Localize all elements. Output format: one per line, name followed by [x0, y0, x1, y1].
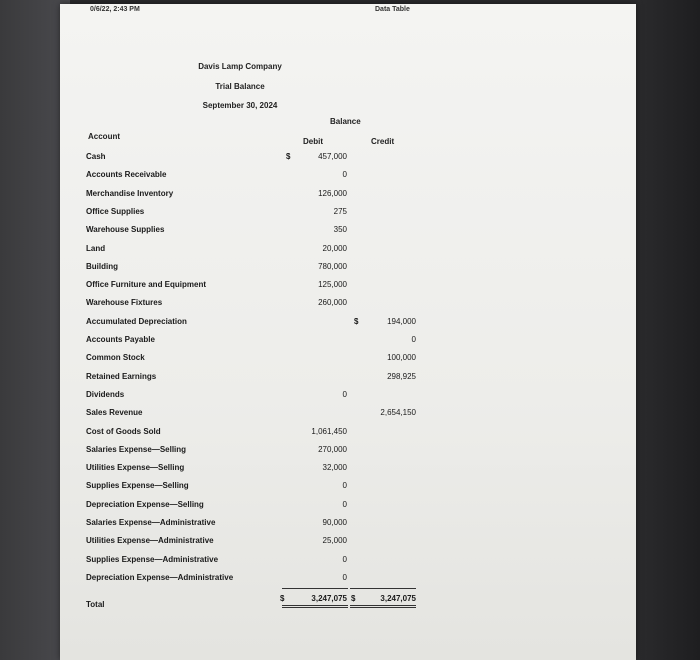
debit-value: 32,000: [322, 463, 347, 473]
account-name: Warehouse Supplies: [86, 225, 165, 235]
debit-value: 260,000: [318, 298, 347, 308]
table-row: [60, 298, 636, 316]
credit-dollar-sign: $: [354, 316, 359, 326]
account-name: Utilities Expense—Selling: [86, 463, 185, 473]
debit-double-underline-2: [282, 607, 348, 608]
credit-value: 100,000: [387, 353, 416, 363]
debit-value: 0: [342, 499, 347, 509]
account-name: Sales Revenue: [86, 408, 143, 418]
credit-underline: [350, 588, 416, 589]
table-row: [60, 353, 636, 371]
debit-value: 0: [342, 554, 347, 564]
debit-value: 0: [342, 481, 347, 491]
account-name: Warehouse Fixtures: [86, 298, 163, 308]
account-name: Cash: [86, 152, 106, 161]
table-row: [60, 427, 636, 445]
total-credit-dollar: $: [351, 594, 356, 603]
table-row: [60, 189, 636, 207]
credit-header: Credit: [371, 137, 395, 146]
account-name: Supplies Expense—Administrative: [86, 554, 219, 564]
credit-value: 2,654,150: [380, 408, 416, 418]
account-name: Building: [86, 261, 118, 271]
document-page: [60, 4, 636, 660]
report-date: September 30, 2024: [202, 101, 278, 110]
total-debit-dollar: $: [280, 594, 285, 603]
account-name: Retained Earnings: [86, 371, 157, 381]
debit-value: 780,000: [318, 261, 347, 271]
debit-value: 20,000: [322, 243, 347, 253]
table-row: [60, 555, 636, 573]
table-row: [60, 573, 636, 591]
table-row: [60, 372, 636, 390]
table-row: [60, 335, 636, 353]
credit-double-underline-1: [350, 605, 416, 606]
account-name: Office Supplies: [86, 206, 145, 216]
debit-value: 0: [342, 572, 347, 582]
debit-value: 275: [333, 206, 347, 216]
account-name: Dividends: [86, 389, 125, 399]
balance-header: Balance: [330, 117, 361, 126]
account-name: Depreciation Expense—Selling: [86, 499, 204, 509]
print-datetime: 0/6/22, 2:43 PM: [90, 6, 140, 13]
report-name: Trial Balance: [215, 82, 265, 91]
total-debit: 3,247,075: [311, 594, 347, 603]
table-row: [60, 445, 636, 463]
debit-value: 90,000: [322, 518, 347, 527]
credit-double-underline-2: [350, 607, 416, 608]
debit-header: Debit: [303, 137, 323, 146]
table-row: [60, 207, 636, 225]
account-header: Account: [88, 132, 120, 141]
table-row: [60, 262, 636, 280]
debit-value: 125,000: [318, 280, 347, 290]
table-row: [60, 280, 636, 298]
table-row: [60, 518, 636, 536]
total-credit: 3,247,075: [380, 594, 416, 603]
table-row: [60, 463, 636, 481]
table-row: [60, 390, 636, 408]
debit-underline: [282, 588, 348, 589]
account-name: Salaries Expense—Administrative: [86, 518, 216, 527]
account-name: Salaries Expense—Selling: [86, 444, 187, 454]
table-row: [60, 317, 636, 335]
debit-value: 1,061,450: [311, 426, 347, 436]
debit-double-underline-1: [282, 605, 348, 606]
account-name: Common Stock: [86, 353, 145, 363]
account-name: Depreciation Expense—Administrative: [86, 572, 234, 582]
credit-value: 194,000: [387, 316, 416, 326]
account-name: Accounts Payable: [86, 335, 155, 344]
account-name: Cost of Goods Sold: [86, 426, 161, 436]
table-row: [60, 500, 636, 518]
account-name: Office Furniture and Equipment: [86, 280, 207, 290]
account-name: Utilities Expense—Administrative: [86, 536, 214, 546]
account-name: Supplies Expense—Selling: [86, 481, 189, 491]
credit-value: 298,925: [387, 371, 416, 381]
table-row: [60, 536, 636, 554]
debit-value: 457,000: [318, 152, 347, 161]
total-label: Total: [86, 600, 105, 609]
company-name: Davis Lamp Company: [198, 62, 282, 71]
table-row: [60, 152, 636, 170]
table-row: [60, 170, 636, 188]
table-row: [60, 244, 636, 262]
debit-dollar-sign: $: [286, 152, 291, 161]
debit-value: 0: [342, 389, 347, 399]
debit-value: 350: [333, 225, 347, 235]
account-name: Land: [86, 243, 106, 253]
debit-value: 126,000: [318, 188, 347, 198]
background-right: [630, 0, 700, 660]
table-row: [60, 408, 636, 426]
debit-value: 0: [342, 170, 347, 180]
debit-value: 25,000: [322, 536, 347, 546]
table-row: [60, 225, 636, 243]
print-title: Data Table: [375, 6, 410, 13]
debit-value: 270,000: [318, 444, 347, 454]
credit-value: 0: [411, 335, 416, 344]
account-name: Merchandise Inventory: [86, 188, 174, 198]
account-name: Accounts Receivable: [86, 170, 167, 180]
table-row: [60, 481, 636, 499]
account-name: Accumulated Depreciation: [86, 316, 187, 326]
